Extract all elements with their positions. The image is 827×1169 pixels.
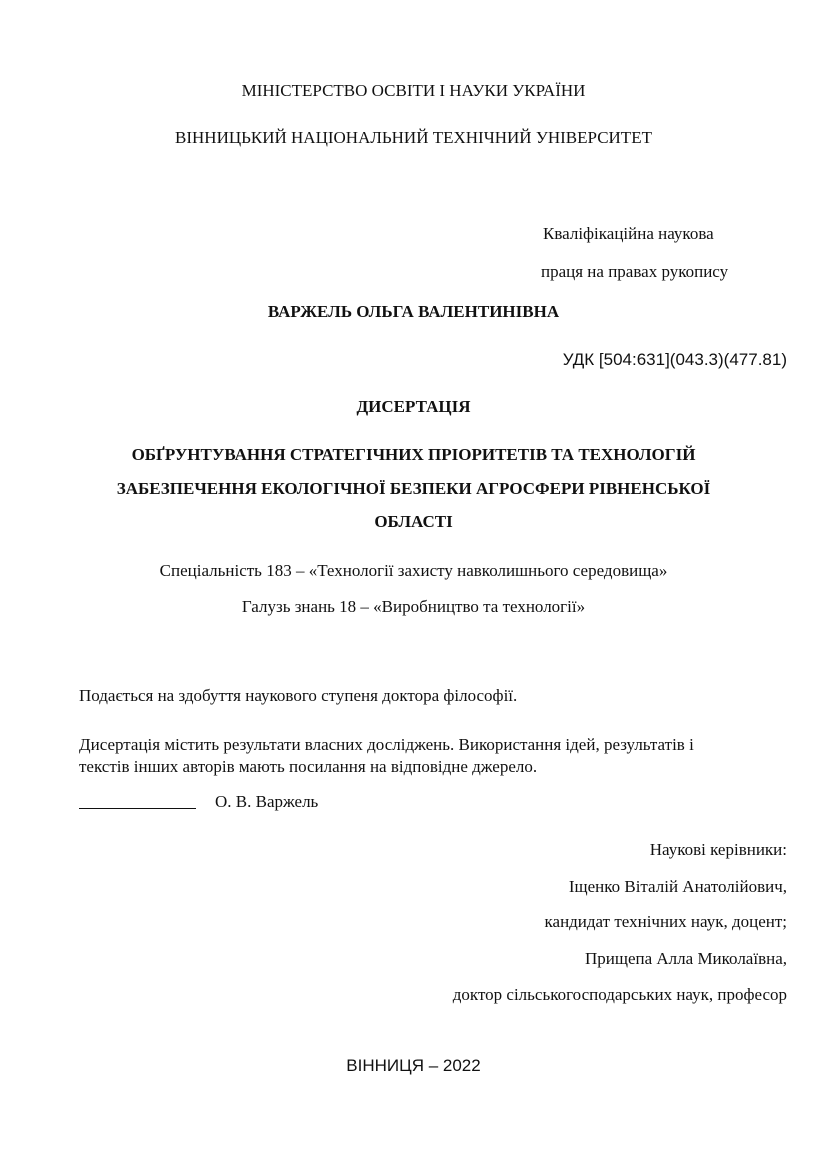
specialty-line: Спеціальність 183 – «Технології захисту навколишнього середовища» [159,561,668,580]
ministry-heading: МІНІСТЕРСТВО ОСВІТИ І НАУКИ УКРАЇНИ [241,81,586,100]
supervisors-heading: Наукові керівники: [649,840,787,859]
originality-statement-line-2: текстів інших авторів мають посилання на відповідне джерело. [79,757,538,776]
udc-code: УДК [504:631](043.3)(477.81) [562,350,787,369]
manuscript-note-line-1: Кваліфікаційна наукова [543,224,714,243]
document-type: ДИСЕРТАЦІЯ [356,397,471,416]
dissertation-title-line-2: ЗАБЕЗПЕЧЕННЯ ЕКОЛОГІЧНОЇ БЕЗПЕКИ АГРОСФЕРИ РІВНЕНСЬКОЇ [116,479,711,498]
field-of-knowledge-line: Галузь знань 18 – «Виробництво та технології» [241,597,586,616]
degree-statement: Подається на здобуття наукового ступеня доктора філософії. [79,686,518,705]
dissertation-title-line-3: ОБЛАСТІ [374,512,453,531]
manuscript-note-line-2: праця на правах рукопису [541,262,729,281]
city-year-footer: ВІННИЦЯ – 2022 [346,1056,481,1075]
author-name: ВАРЖЕЛЬ ОЛЬГА ВАЛЕНТИНІВНА [267,302,560,321]
signature-name: О. В. Варжель [215,792,319,811]
university-heading: ВІННИЦЬКИЙ НАЦІОНАЛЬНИЙ ТЕХНІЧНИЙ УНІВЕРСИТЕТ [175,128,652,147]
supervisor-1-name: Іщенко Віталій Анатолійович, [568,877,787,896]
supervisor-2-title: доктор сільськогосподарських наук, професор [452,985,787,1004]
dissertation-title-line-1: ОБҐРУНТУВАННЯ СТРАТЕГІЧНИХ ПРІОРИТЕТІВ ТА ТЕХНОЛОГІЙ [131,445,696,464]
originality-statement-line-1: Дисертація містить результати власних досліджень. Використання ідей, результатів і [79,735,694,754]
signature-line [79,808,196,809]
supervisor-1-title: кандидат технічних наук, доцент; [544,912,787,931]
supervisor-2-name: Прищепа Алла Миколаївна, [585,949,787,968]
